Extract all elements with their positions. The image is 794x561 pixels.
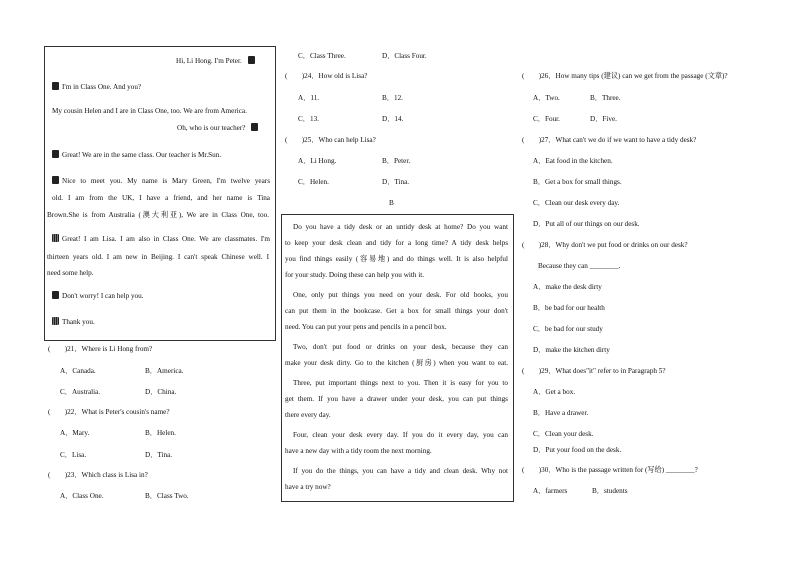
phone-icon [52,150,59,158]
option[interactable]: C．Class Three. [298,52,346,60]
option[interactable]: C．13. [298,115,319,123]
grid-icon [52,234,59,242]
question-28-stem: Because they can ________. [538,262,621,270]
option[interactable]: D．Tina. [382,178,410,186]
dialogue-line: Thank you. [52,317,95,327]
dialogue-line: need some help. [47,269,94,277]
question-22: ( )22．What is Peter's cousin's name? [48,408,170,416]
phone-icon [52,82,59,90]
passage-line: there every day. [285,411,331,419]
question-30: ( )30．Who is the passage written for (写给) ________? [522,466,698,474]
question-21: ( )21．Where is Li Hong from? [48,345,153,353]
option[interactable]: B．America. [145,367,184,375]
option[interactable]: A．make the desk dirty [533,283,602,291]
question-23: ( )23．Which class is Lisa in? [48,471,148,479]
dialogue-line: Brown.She is from Australia (澳大利亚), We are in Class One, too. [47,211,269,219]
passage-line: you find things easily (容易地) and do things well. It is also helpful [285,255,508,263]
option[interactable]: A．Li Hong. [298,157,337,165]
option[interactable]: C．Clean your desk. [533,430,594,438]
passage-line: need. You can put your pens and pencils in a pencil box. [285,323,447,331]
passage-line: can put them in the bookcase. Get a box for small things your don't [285,307,508,315]
question-27: ( )27．What can't we do if we want to have a tidy desk? [522,136,697,144]
passage-line: One, only put things you need on your desk. For old books, you [293,291,508,299]
passage-line: If you do the things, you can have a tidy and clean desk. Why not [293,467,508,475]
question-24: ( )24．How old is Lisa? [285,72,368,80]
passage-line: to keep your desk clean and tidy for a long time? A tidy desk helps [285,239,508,247]
option[interactable]: B．be bad for our health [533,304,605,312]
option[interactable]: B．Class Two. [145,492,189,500]
option[interactable]: A．11. [298,94,320,102]
option[interactable]: D．Put your food on the desk. [533,446,622,454]
option[interactable]: A．Canada. [60,367,96,375]
phone-icon [52,176,59,184]
option[interactable]: D．Tina. [145,451,173,459]
dialogue-line: Great! We are in the same class. Our teacher is Mr.Sun. [52,150,221,160]
question-25: ( )25．Who can help Lisa? [285,136,376,144]
dialogue-line: I'm in Class One. And you? [52,82,141,92]
option[interactable]: A．Mary. [60,429,90,437]
option[interactable]: A．Get a box. [533,388,576,396]
option[interactable]: B．Have a drawer. [533,409,589,417]
option[interactable]: C．Helen. [298,178,329,186]
dialogue-line: old. I am from the UK, I have a friend, and her name is Tina [52,194,270,202]
phone-icon [251,123,258,131]
option[interactable]: B．students [592,487,628,495]
dialogue-line: My cousin Helen and I are in Class One, too. We are from America. [52,107,247,115]
option[interactable]: A．Eat food in the kitchen. [533,157,613,165]
passage-line: get them. If you have a drawer under your desk, you can put things [285,395,508,403]
option[interactable]: B．Three. [590,94,621,102]
dialogue-line: Don't worry! I can help you. [52,291,144,301]
question-26: ( )26．How many tips (建议) can we get from the passage (文章)? [522,72,728,80]
option[interactable]: D．Five. [590,115,617,123]
passage-line: make your desk dirty. Go to the kitchen (厨房) when you want to eat. [285,359,508,367]
passage-line: for your study. Doing these can help you with it. [285,271,425,279]
passage-line: have a try now? [285,483,331,491]
option[interactable]: D．make the kitchen dirty [533,346,610,354]
passage-line: Four, clean your desk every day. If you do it every day, you can [293,431,508,439]
option[interactable]: C．be bad for our study [533,325,603,333]
option[interactable]: D．China. [145,388,177,396]
grid-icon [52,317,59,325]
dialogue-line: Great! I am Lisa. I am also in Class One. We are classmates. I'm [52,234,270,244]
option[interactable]: A．Two. [533,94,560,102]
passage-line: Three, put important things next to you. Then it is easy for you to [293,379,508,387]
dialogue-line: thirteen years old. I am new in Beijing. I can't speak Chinese well. I [47,253,269,261]
option[interactable]: C．Australia. [60,388,101,396]
dialogue-line: Hi, Li Hong. I'm Peter. [176,56,258,66]
option[interactable]: D．Class Four. [382,52,427,60]
option[interactable]: D．14. [382,115,404,123]
option[interactable]: B．Get a box for small things. [533,178,622,186]
section-label: B [389,199,394,207]
question-28: ( )28．Why don't we put food or drinks on our desk? [522,241,688,249]
dialogue-line: Nice to meet you. My name is Mary Green, I'm twelve years [52,176,270,186]
option[interactable]: C．Lisa. [60,451,87,459]
option[interactable]: B．12. [382,94,403,102]
option[interactable]: A．Class One. [60,492,104,500]
phone-icon [248,56,255,64]
passage-line: Two, don't put food or drinks on your desk, because they can [293,343,508,351]
option[interactable]: B．Helen. [145,429,176,437]
option[interactable]: A．farmers [533,487,568,495]
option[interactable]: B．Peter. [382,157,411,165]
dialogue-line: Oh, who is our teacher? [177,123,261,133]
option[interactable]: C．Four. [533,115,560,123]
option[interactable]: C．Clean our desk every day. [533,199,620,207]
passage-line: Do you have a tidy desk or an untidy desk at home? Do you want [293,223,508,231]
question-29: ( )29．What does"it" refer to in Paragraph 5? [522,367,666,375]
passage-line: have a new day with a tidy room the next morning. [285,447,432,455]
option[interactable]: D．Put all of our things on our desk. [533,220,640,228]
phone-icon [52,291,59,299]
